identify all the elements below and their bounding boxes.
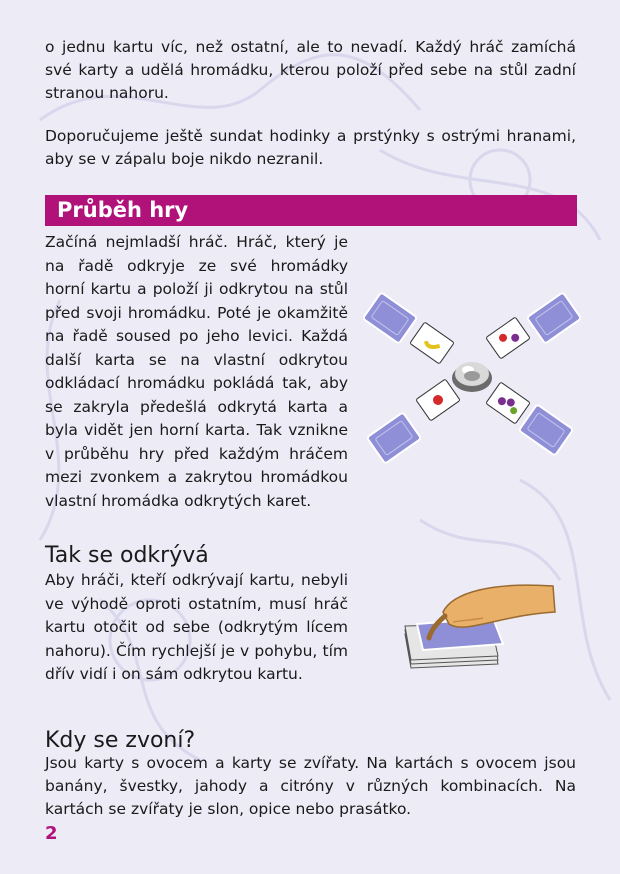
fruit-card-plums xyxy=(486,382,530,424)
fruit-card-banana xyxy=(410,322,454,364)
reveal-heading: Tak se odkrývá xyxy=(45,543,209,568)
card-back-bottom-left xyxy=(367,412,421,463)
fruit-card-strawberry-plum xyxy=(486,317,530,359)
section-banner xyxy=(45,195,577,226)
cards-and-bell-illustration xyxy=(362,288,582,468)
card-back-bottom-right xyxy=(519,404,573,455)
bell-icon xyxy=(452,362,492,392)
card-back-top-right xyxy=(527,292,581,343)
fruit-card-strawberry xyxy=(416,379,460,421)
section-title: Průběh hry xyxy=(57,198,189,222)
gameplay-text: Začíná nejmladší hráč. Hráč, který je na řadě odkryje ze své hromádky horní kartu a položí ji odkrytou na stůl před svoji hromádku. Poté je okamžitě na řadě soused po jeho levici. Každá další karta se na vlastní odkrytou odkládací hromádku pokládá tak, aby se zakryla předešlá odkrytá karta a byla vidět jen horní karta. Tak vznikne v průběhu hry před každým hráčem mezi zvonkem a zakrytou hromádkou vlastní hromádka odkrytých karet. xyxy=(45,233,348,510)
bell-heading: Kdy se zvoní? xyxy=(45,728,196,753)
reveal-text: Aby hráči, kteří odkrývají kartu, nebyli ve výhodě oproti ostatním, musí hráč kartu otočit od sebe (odkrytým lícem nahoru). Čím rychlejší je v pohybu, tím dřív vidí i on sám odkrytou kartu. xyxy=(45,571,348,683)
bell-paragraph: Jsou karty s ovocem a karty se zvířaty. Na kartách s ovocem jsou banány, švestky, jahody a citróny v různých kombinacích. Na kartách se zvířaty je slon, opice nebo prasátko. xyxy=(45,754,576,818)
hand-flipping-card-illustration xyxy=(383,572,558,677)
card-back-top-left xyxy=(363,292,417,343)
intro-paragraph-2: Doporučujeme ještě sundat hodinky a prstýnky s ostrými hranami, aby se v zápalu boje nikdo nezranil. xyxy=(45,127,576,168)
intro-paragraph-1: o jednu kartu víc, než ostatní, ale to nevadí. Každý hráč zamíchá své karty a udělá hromádku, kterou položí před sebe na stůl zadní stranou nahoru. xyxy=(45,38,576,102)
page-number: 2 xyxy=(45,823,58,844)
